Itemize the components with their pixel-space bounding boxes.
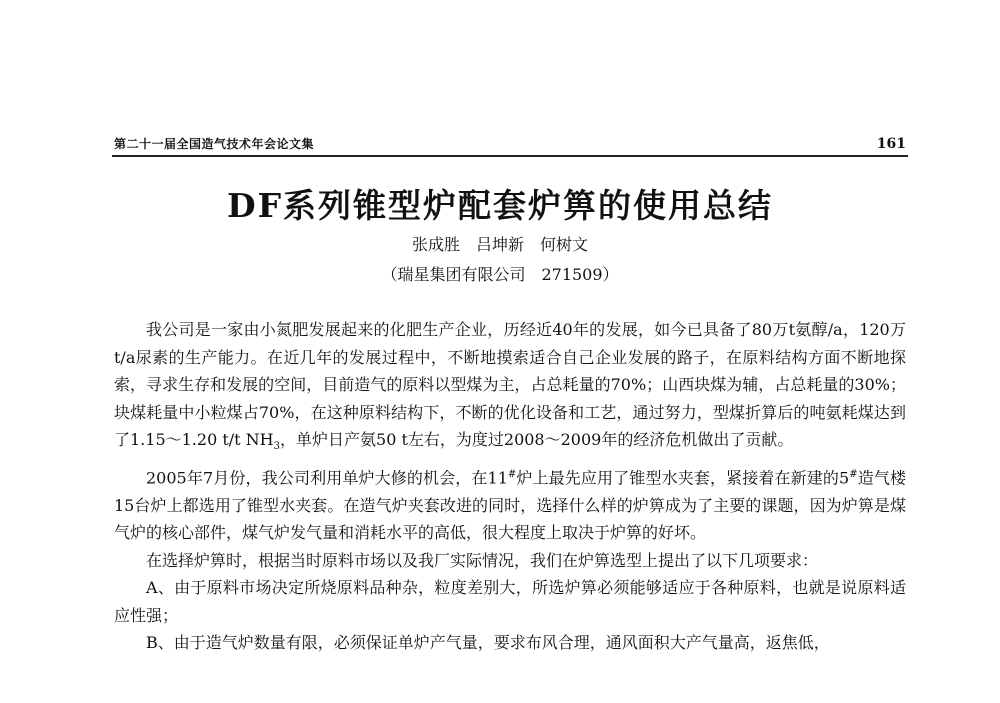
paragraph-5: B、由于造气炉数量有限，必须保证单炉产气量，要求布风合理，通风面积大产气量高，返焦低，	[146, 633, 830, 653]
affiliation: （瑞星集团有限公司 271509）	[381, 265, 619, 284]
paragraph-3: 在选择炉箅时，根据当时原料市场以及我厂实际情况，我们在炉箅选型上提出了以下几项要求：	[146, 550, 819, 570]
paragraph-2-part-b: 炉上最先应用了锥型水夹套，紧接着在新建的5	[516, 468, 850, 488]
paragraph-1-text: 我公司是一家由小氮肥发展起来的化肥生产企业，历经近40年的发展，如今已具备了80万t氨醇/a，120万t/a尿素的生产能力。在近几年的发展过程中，不断地摸索适合自己企业发展的路子，在原料结构方面不断地探索，寻求生存和发展的空间，目前造气的原料以型煤为主，占总耗量的70%；山西块煤为辅，占总耗量的30%；块煤耗量中小粒煤占70%，在这种原料结构下，不断的优化设备和工艺，通过努力，型煤折算后的吨氨耗煤达到了1.15～1.20 t/t NH	[114, 320, 906, 449]
paragraph-1	[114, 316, 906, 461]
article-title: DF系列锥型炉配套炉箅的使用总结	[226, 186, 774, 225]
paragraph-2	[114, 461, 906, 547]
article-body	[114, 316, 906, 657]
author-list: 张成胜 吕坤新 何树文	[411, 235, 588, 254]
paragraph-4: A、由于原料市场决定所烧原料品种杂，粒度差别大，所选炉箅必须能够适应于各种原料，也就是说原料适应性强；	[114, 578, 906, 625]
subscript-3: 3	[273, 441, 281, 453]
superscript-hash-2: #	[849, 468, 858, 480]
paragraph-2-part-a: 2005年7月份，我公司利用单炉大修的机会，在11	[146, 468, 508, 488]
paragraph-2-part-c: 造气楼15台炉上都选用了锥型水夹套。在造气炉夹套改进的同时，选择什么样的炉箅成为了主要的课题，因为炉箅是煤气炉的核心部件，煤气炉发气量和消耗水平的高低，很大程度上取决于炉箅的好坏。	[114, 468, 906, 543]
journal-name: 第二十一届全国造气技术年会论文集	[114, 137, 315, 151]
superscript-hash-1: #	[507, 468, 517, 480]
paragraph-1-tail: ，单炉日产氨50 t左右，为度过2008～2009年的经济危机做出了贡献。	[280, 430, 794, 449]
page-number: 161	[876, 136, 906, 152]
running-header	[112, 133, 908, 157]
